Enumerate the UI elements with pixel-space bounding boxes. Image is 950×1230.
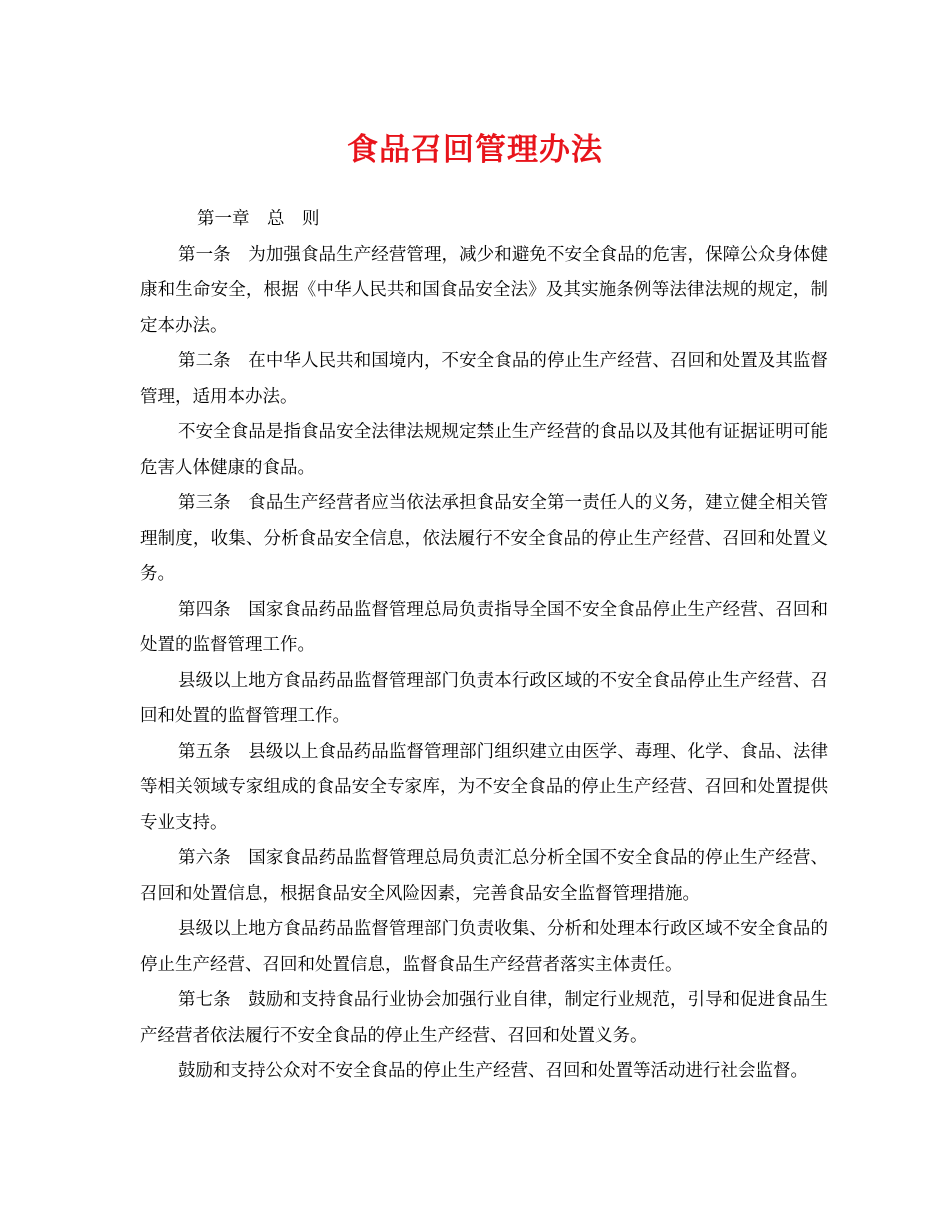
paragraph: 第七条 鼓励和支持食品行业协会加强行业自律，制定行业规范，引导和促进食品生产经营者依法履行不安全食品的停止生产经营、召回和处置义务。 bbox=[140, 990, 828, 1046]
chapter-heading: 第一章 总 则 bbox=[197, 209, 320, 229]
paragraph: 县级以上地方食品药品监督管理部门负责收集、分析和处理本行政区域不安全食品的停止生产经营、召回和处置信息，监督食品生产经营者落实主体责任。 bbox=[140, 919, 828, 975]
document-body bbox=[140, 202, 828, 1090]
paragraph: 第六条 国家食品药品监督管理总局负责汇总分析全国不安全食品的停止生产经营、召回和处置信息，根据食品安全风险因素，完善食品安全监督管理措施。 bbox=[140, 848, 828, 904]
paragraph: 第一条 为加强食品生产经营管理，减少和避免不安全食品的危害，保障公众身体健康和生命安全，根据《中华人民共和国食品安全法》及其实施条例等法律法规的规定，制定本办法。 bbox=[140, 244, 828, 336]
paragraph: 不安全食品是指食品安全法律法规规定禁止生产经营的食品以及其他有证据证明可能危害人体健康的食品。 bbox=[140, 422, 828, 478]
paragraph: 第四条 国家食品药品监督管理总局负责指导全国不安全食品停止生产经营、召回和处置的监督管理工作。 bbox=[140, 599, 828, 655]
paragraph: 鼓励和支持公众对不安全食品的停止生产经营、召回和处置等活动进行社会监督。 bbox=[178, 1061, 808, 1081]
paragraph: 县级以上地方食品药品监督管理部门负责本行政区域的不安全食品停止生产经营、召回和处置的监督管理工作。 bbox=[140, 670, 828, 726]
paragraph: 第三条 食品生产经营者应当依法承担食品安全第一责任人的义务，建立健全相关管理制度，收集、分析食品安全信息，依法履行不安全食品的停止生产经营、召回和处置义务。 bbox=[140, 493, 828, 584]
paragraph: 第五条 县级以上食品药品监督管理部门组织建立由医学、毒理、化学、食品、法律等相关领域专家组成的食品安全专家库，为不安全食品的停止生产经营、召回和处置提供专业支持。 bbox=[140, 741, 828, 833]
document-title: 食品召回管理办法 bbox=[347, 132, 603, 168]
paragraph: 第二条 在中华人民共和国境内，不安全食品的停止生产经营、召回和处置及其监督管理，适用本办法。 bbox=[140, 351, 828, 407]
